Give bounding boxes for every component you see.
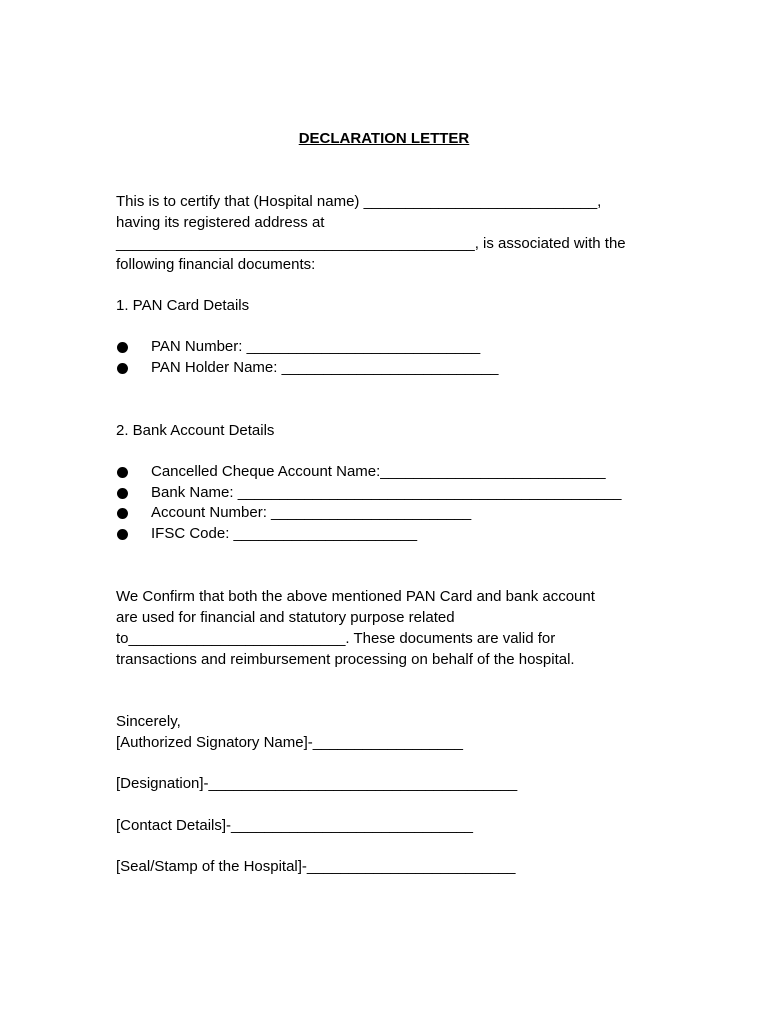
list-item: [116, 524, 676, 545]
intro-line-3: ___________________________________________, is associated with the: [116, 235, 626, 252]
closing-salutation: Sincerely,: [116, 713, 181, 730]
list-item: [116, 462, 676, 483]
bullet-icon: [117, 488, 128, 499]
page-title: DECLARATION LETTER: [298, 130, 470, 147]
signatory-name-line: [Authorized Signatory Name]-__________________: [116, 734, 463, 751]
seal-stamp-line: [Seal/Stamp of the Hospital]-_________________________: [116, 858, 516, 875]
designation-line: [Designation]-_____________________________________: [116, 775, 518, 792]
intro-line-1: This is to certify that (Hospital name) ____________________________,: [116, 193, 602, 210]
intro-line-4: following financial documents:: [116, 256, 316, 273]
bank-details-list: [116, 462, 676, 545]
pan-holder-name-line: PAN Holder Name: __________________________: [151, 358, 499, 376]
pan-section-heading: 1. PAN Card Details: [116, 297, 250, 314]
pan-number-line: PAN Number: ____________________________: [151, 338, 481, 355]
pan-details-list: [116, 337, 676, 378]
confirmation-line-3: to__________________________. These documents are valid for: [116, 630, 556, 647]
cheque-account-name-line: Cancelled Cheque Account Name:___________________________: [151, 463, 606, 480]
bullet-icon: [117, 467, 128, 478]
list-item: [116, 337, 676, 358]
account-number-line: Account Number: ________________________: [151, 504, 472, 522]
bank-section-heading: 2. Bank Account Details: [116, 422, 275, 439]
bullet-icon: [117, 529, 128, 540]
bullet-icon: [117, 508, 128, 519]
confirmation-line-2: are used for financial and statutory purpose related: [116, 609, 455, 626]
confirmation-line-1: We Confirm that both the above mentioned PAN Card and bank account: [116, 588, 595, 605]
contact-details-line: [Contact Details]-_____________________________: [116, 817, 473, 834]
list-item: [116, 503, 676, 524]
bullet-icon: [117, 342, 128, 353]
confirmation-paragraph: [116, 586, 676, 670]
bullet-icon: [117, 363, 128, 374]
intro-line-2: having its registered address at: [116, 214, 325, 231]
list-item: [116, 358, 676, 379]
bank-name-line: Bank Name: ______________________________________________: [151, 483, 622, 501]
ifsc-code-line: IFSC Code: ______________________: [151, 525, 418, 543]
intro-paragraph: [116, 191, 676, 275]
confirmation-line-4: transactions and reimbursement processing on behalf of the hospital.: [116, 651, 575, 668]
list-item: [116, 483, 676, 504]
